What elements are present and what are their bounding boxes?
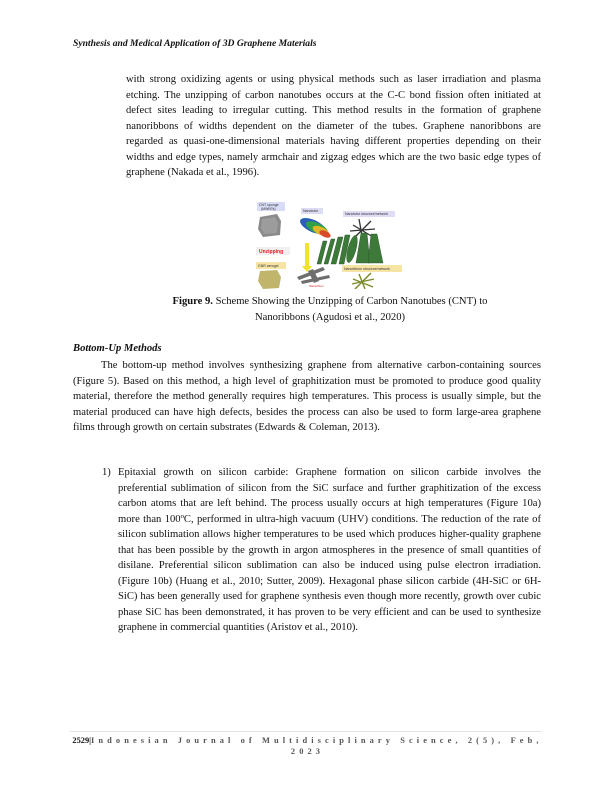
gnr-aerogel-label: GNR aerogel: [258, 264, 279, 268]
figure-caption-label: Figure 9.: [172, 296, 213, 307]
figure-9-image: [253, 199, 408, 289]
page-footer: [70, 735, 545, 757]
running-title: Synthesis and Medical Application of 3D Graphene Materials: [73, 38, 317, 49]
nanotube-network-label: Nanotube structure/network: [345, 212, 388, 216]
unzipping-arrow: [305, 243, 309, 267]
unzipping-label: Unzipping: [259, 249, 284, 255]
section-heading: Bottom-Up Methods: [73, 343, 162, 354]
nanoribbon-label: Nanoribbon: [309, 284, 324, 288]
journal-citation: Indonesian Journal of Multidisciplinary Science, 2(5), Feb, 2023: [91, 736, 543, 756]
figure-caption-line2: Nanoribbons (Agudosi et al., 2020): [254, 311, 406, 323]
list-item-number: 1): [102, 467, 111, 478]
nanotube-label: Nanotube: [303, 209, 319, 213]
page-number: 2529: [72, 736, 90, 745]
body-paragraph: with strong oxidizing agents or using physical methods such as laser irradiation and plasma etching. The unzipping of carbon nanotubes occurs at the C-C bond fission often initiated at defect sites leading to irregular cutting. This method results in the formation of graphene nanoribbons of widths dependent on the diameter of the tubes. Graphene nanoribbons are regarded as quasi-one-dimensional materials having different properties depending on their widths and edge types, namely armchair and zigzag edges which are the two basic edge types of graphene (Nakada et al., 1996).: [126, 74, 541, 178]
nanoribbon-network-label: Nanoribbon structure/network: [344, 267, 390, 271]
cnt-sponge-label: CNT sponge: [259, 203, 279, 207]
mwnts-label: (MWNTs): [261, 207, 276, 211]
figure-caption: [140, 294, 520, 325]
footer-separator: |: [89, 736, 92, 745]
gnr-aerogel-image: [258, 270, 281, 289]
figure-caption-line1: Scheme Showing the Unzipping of Carbon Nanotubes (CNT) to: [212, 296, 488, 307]
list-item-text: Epitaxial growth on silicon carbide: Graphene formation on silicon carbide involves the preferential sublimation of silicon from the SiC surface and further graphitization of the excess carbon atoms that are left behind. The process usually occurs at high temperatures (Figure 10a) more than 100ºC, performed in ultra-high vacuum (UHV) conditions. The reduction of the rate of silicon sublimation allows higher temperatures to be used which produces higher-quality graphene that has been possible by the growth in argon atmospheres in the presence of small quantities of disilane. Preferential silicon sublimation can also be induced using pulse electron irradiation. (Figure 10b) (Huang et al., 2010; Sutter, 2009). Hexagonal phase silicon carbide (4H-SiC or 6H-SiC) has been generally used for graphene synthesis even though more recently, growth over cubic phase SiC has been demonstrated, it has proven to be very efficient and can be used to synthesize graphene in commercial quantities (Aristov et al., 2010).: [118, 467, 541, 633]
footer-divider: [70, 731, 542, 732]
body-paragraph: The bottom-up method involves synthesizing graphene from alternative carbon-containing sources (Figure 5). Based on this method, a high level of graphitization must be promoted to produce good quality material, therefore the method generally requires high temperatures. This process is usually simple, but the material produced can have high defects, besides the process can also be used to form large-area graphene films through growth on certain substrates (Edwards & Coleman, 2013).: [73, 360, 541, 433]
